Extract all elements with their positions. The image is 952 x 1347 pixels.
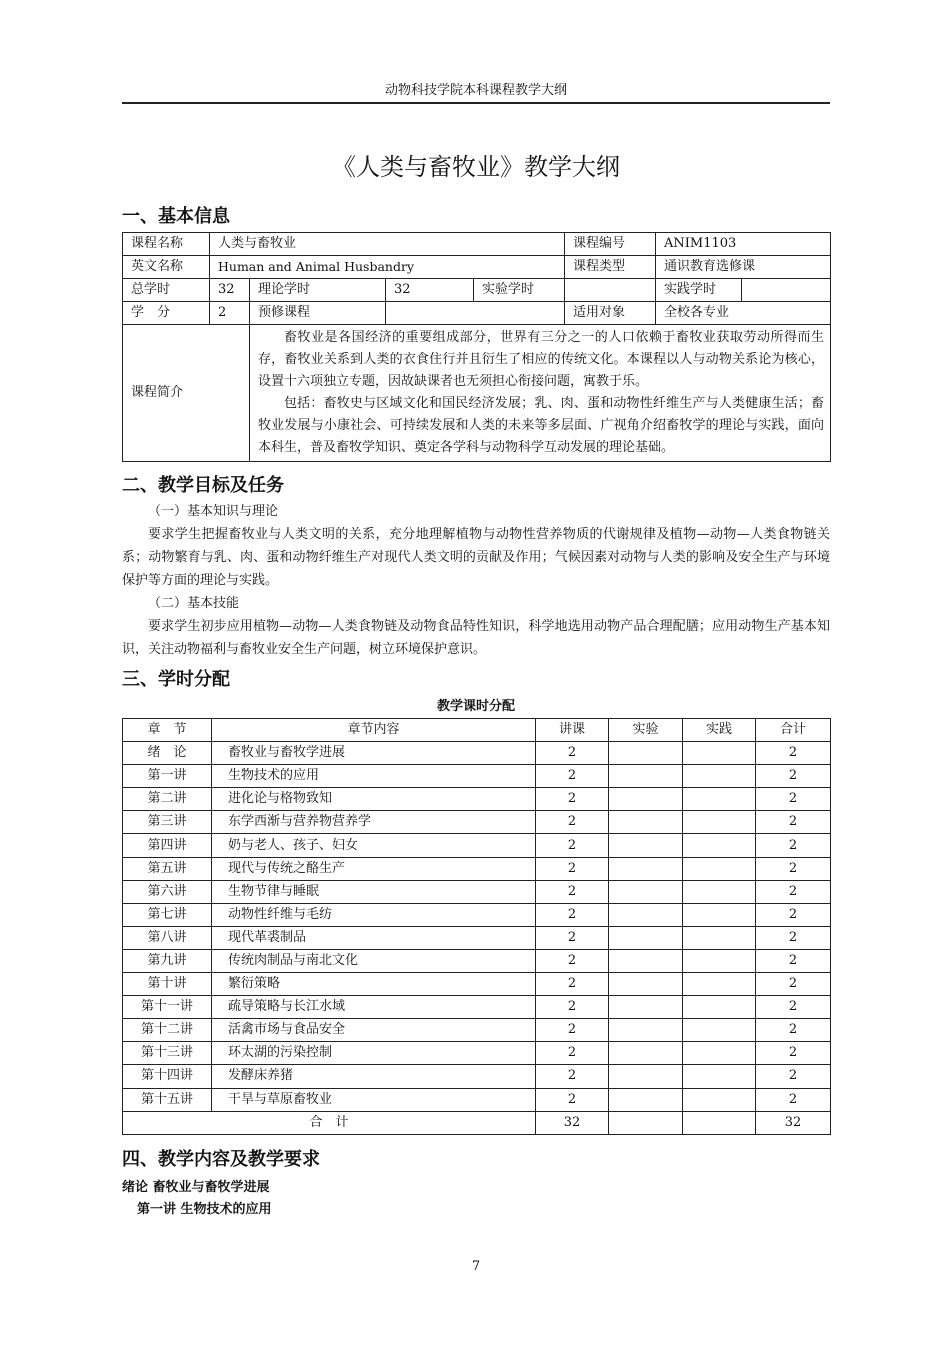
- objectives-body: [122, 500, 830, 661]
- table-row: [123, 903, 831, 926]
- content-cell: 发酵床养猪: [212, 1065, 536, 1088]
- running-header: 动物科技学院本科课程教学大纲: [122, 80, 830, 104]
- chapter-cell: 第一讲: [123, 765, 212, 788]
- practice-cell: [683, 1019, 756, 1042]
- subheading-skills: （二）基本技能: [148, 596, 240, 611]
- section-heading-basic-info: 一、基本信息: [122, 206, 230, 227]
- lecture-cell: 2: [536, 742, 609, 765]
- lecture-cell: 2: [536, 765, 609, 788]
- table-header-row: [123, 719, 831, 742]
- practice-cell: [683, 1065, 756, 1088]
- schedule-caption: 教学课时分配: [436, 699, 515, 714]
- lab-cell: [609, 880, 683, 903]
- info-row: [123, 302, 831, 325]
- lecture-cell: 2: [536, 926, 609, 949]
- total-cell: 2: [756, 811, 831, 834]
- lab-cell: [609, 765, 683, 788]
- section-heading-hours: 三、学时分配: [122, 669, 230, 690]
- total-sum: 32: [756, 1111, 831, 1134]
- info-row: [123, 233, 831, 256]
- practice-cell: [683, 973, 756, 996]
- total-cell: 2: [756, 926, 831, 949]
- chapter-cell: 绪 论: [123, 742, 212, 765]
- chapter-cell: 第十二讲: [123, 1019, 212, 1042]
- table-row: [123, 742, 831, 765]
- total-cell: 2: [756, 788, 831, 811]
- chapter-cell: 第九讲: [123, 949, 212, 972]
- chapter-cell: 第七讲: [123, 903, 212, 926]
- lab-hours-value: [565, 279, 656, 302]
- theory-hours-label: 理论学时: [250, 279, 386, 302]
- table-row: [123, 880, 831, 903]
- total-hours-value: 32: [210, 279, 250, 302]
- column-header: 章 节: [123, 719, 212, 742]
- lecture-cell: 2: [536, 903, 609, 926]
- lecture-cell: 2: [536, 973, 609, 996]
- chapter-cell: 第十一讲: [123, 996, 212, 1019]
- practice-cell: [683, 811, 756, 834]
- lab-cell: [609, 949, 683, 972]
- lecture-cell: 2: [536, 1019, 609, 1042]
- subheading-knowledge: （一）基本知识与理论: [148, 504, 279, 519]
- table-row: [123, 1088, 831, 1111]
- lab-cell: [609, 834, 683, 857]
- lab-cell: [609, 1065, 683, 1088]
- total-practice: [683, 1111, 756, 1134]
- total-cell: 2: [756, 834, 831, 857]
- lecture-cell: 2: [536, 1042, 609, 1065]
- column-header: 实验: [609, 719, 683, 742]
- table-row: [123, 926, 831, 949]
- english-name-label: 英文名称: [123, 256, 210, 279]
- audience-value: 全校各专业: [656, 302, 831, 325]
- chapter-cell: 第六讲: [123, 880, 212, 903]
- total-cell: 2: [756, 765, 831, 788]
- table-row: [123, 834, 831, 857]
- prerequisite-value: [386, 302, 565, 325]
- lecture-cell: 2: [536, 949, 609, 972]
- table-row: [123, 1019, 831, 1042]
- column-header: 章节内容: [212, 719, 536, 742]
- paragraph-skills: 要求学生初步应用植物—动物—人类食物链及动物食品特性知识，科学地选用动物产品合理配膳；应用动物生产基本知识，关注动物福利与畜牧业安全生产问题，树立环境保护意识。: [122, 619, 830, 657]
- content-cell: 环太湖的污染控制: [212, 1042, 536, 1065]
- lecture-cell: 2: [536, 880, 609, 903]
- table-row: [123, 765, 831, 788]
- total-cell: 2: [756, 996, 831, 1019]
- english-name-value: Human and Animal Husbandry: [210, 256, 565, 279]
- intro-label: 课程简介: [123, 325, 250, 462]
- content-cell: 传统肉制品与南北文化: [212, 949, 536, 972]
- document-title: 《人类与畜牧业》教学大纲: [332, 153, 620, 181]
- chapter-cell: 第十四讲: [123, 1065, 212, 1088]
- course-code-value: ANIM1103: [656, 233, 831, 256]
- practice-cell: [683, 996, 756, 1019]
- content-cell: 疏导策略与长江水域: [212, 996, 536, 1019]
- content-cell: 繁衍策略: [212, 973, 536, 996]
- lecture-cell: 2: [536, 811, 609, 834]
- prerequisite-label: 预修课程: [250, 302, 386, 325]
- course-type-label: 课程类型: [565, 256, 656, 279]
- lab-cell: [609, 903, 683, 926]
- practice-cell: [683, 1042, 756, 1065]
- chapter-cell: 第十讲: [123, 973, 212, 996]
- info-row: [123, 279, 831, 302]
- content-cell: 生物节律与睡眠: [212, 880, 536, 903]
- section-heading-objectives: 二、教学目标及任务: [122, 475, 284, 496]
- chapter-cell: 第十五讲: [123, 1088, 212, 1111]
- practice-cell: [683, 742, 756, 765]
- audience-label: 适用对象: [565, 302, 656, 325]
- practice-cell: [683, 788, 756, 811]
- practice-cell: [683, 903, 756, 926]
- practice-cell: [683, 857, 756, 880]
- lab-cell: [609, 1042, 683, 1065]
- info-row: [123, 325, 831, 462]
- practice-cell: [683, 880, 756, 903]
- practice-cell: [683, 949, 756, 972]
- table-row: [123, 1065, 831, 1088]
- content-intro-line: 绪论 畜牧业与畜牧学进展: [122, 1180, 270, 1195]
- chapter-cell: 第三讲: [123, 811, 212, 834]
- lab-cell: [609, 1019, 683, 1042]
- total-cell: 2: [756, 1019, 831, 1042]
- credits-value: 2: [210, 302, 250, 325]
- total-cell: 2: [756, 1065, 831, 1088]
- total-label: 合 计: [123, 1111, 536, 1134]
- total-cell: 2: [756, 742, 831, 765]
- table-row: [123, 857, 831, 880]
- paragraph-knowledge: 要求学生把握畜牧业与人类文明的关系，充分地理解植物与动物性营养物质的代谢规律及植物—动物—人类食物链关系；动物繁育与乳、肉、蛋和动物纤维生产对现代人类文明的贡献及作用；气候因素对动物与人类的影响及安全生产与环境保护等方面的理论与实践。: [122, 527, 830, 588]
- total-row: [123, 1111, 831, 1134]
- content-lecture1-line: 第一讲 生物技术的应用: [137, 1202, 272, 1217]
- content-cell: 畜牧业与畜牧学进展: [212, 742, 536, 765]
- content-cell: 现代与传统之酪生产: [212, 857, 536, 880]
- basic-info-table: [122, 232, 831, 462]
- table-row: [123, 811, 831, 834]
- lab-cell: [609, 857, 683, 880]
- lecture-cell: 2: [536, 834, 609, 857]
- chapter-cell: 第二讲: [123, 788, 212, 811]
- chapter-cell: 第八讲: [123, 926, 212, 949]
- page-number: 7: [471, 1259, 481, 1274]
- course-code-label: 课程编号: [565, 233, 656, 256]
- lab-cell: [609, 742, 683, 765]
- column-header: 实践: [683, 719, 756, 742]
- course-type-value: 通识教育选修课: [656, 256, 831, 279]
- content-cell: 奶与老人、孩子、妇女: [212, 834, 536, 857]
- content-cell: 东学西渐与营养物营养学: [212, 811, 536, 834]
- lab-cell: [609, 788, 683, 811]
- lab-cell: [609, 1088, 683, 1111]
- lecture-cell: 2: [536, 788, 609, 811]
- lecture-cell: 2: [536, 1065, 609, 1088]
- content-cell: 干旱与草原畜牧业: [212, 1088, 536, 1111]
- total-cell: 2: [756, 973, 831, 996]
- total-cell: 2: [756, 1042, 831, 1065]
- credits-label: 学 分: [123, 302, 210, 325]
- lab-hours-label: 实验学时: [474, 279, 565, 302]
- lab-cell: [609, 926, 683, 949]
- chapter-cell: 第四讲: [123, 834, 212, 857]
- practice-hours-label: 实践学时: [656, 279, 742, 302]
- practice-cell: [683, 765, 756, 788]
- lecture-cell: 2: [536, 996, 609, 1019]
- content-cell: 动物性纤维与毛纺: [212, 903, 536, 926]
- section-heading-content: 四、教学内容及教学要求: [122, 1149, 320, 1170]
- total-lecture: 32: [536, 1111, 609, 1134]
- content-cell: 活禽市场与食品安全: [212, 1019, 536, 1042]
- column-header: 合计: [756, 719, 831, 742]
- total-cell: 2: [756, 949, 831, 972]
- practice-cell: [683, 926, 756, 949]
- table-row: [123, 996, 831, 1019]
- total-cell: 2: [756, 1088, 831, 1111]
- intro-paragraph: 包括：畜牧史与区域文化和国民经济发展；乳、肉、蛋和动物性纤维生产与人类健康生活；畜牧业发展与小康社会、可持续发展和人类的未来等多层面、广视角介绍畜牧学的理论与实践，面向本科生，普及畜牧学知识、奠定各学科与动物科学互动发展的理论基础。: [258, 396, 825, 455]
- content-cell: 生物技术的应用: [212, 765, 536, 788]
- practice-cell: [683, 1088, 756, 1111]
- course-name-value: 人类与畜牧业: [210, 233, 565, 256]
- table-row: [123, 788, 831, 811]
- practice-cell: [683, 834, 756, 857]
- total-hours-label: 总学时: [123, 279, 210, 302]
- lecture-cell: 2: [536, 1088, 609, 1111]
- practice-hours-value: [742, 279, 831, 302]
- intro-text: [250, 325, 831, 462]
- hours-table: [122, 718, 831, 1135]
- lab-cell: [609, 811, 683, 834]
- content-cell: 进化论与格物致知: [212, 788, 536, 811]
- total-cell: 2: [756, 903, 831, 926]
- chapter-cell: 第十三讲: [123, 1042, 212, 1065]
- intro-paragraph: 畜牧业是各国经济的重要组成部分，世界有三分之一的人口依赖于畜牧业获取劳动所得而生存，畜牧业关系到人类的衣食住行并且衍生了相应的传统文化。本课程以人与动物关系论为核心，设置十六项独立专题，因故缺课者也无须担心衔接问题，寓教于乐。: [258, 330, 825, 389]
- total-cell: 2: [756, 857, 831, 880]
- content-cell: 现代革裘制品: [212, 926, 536, 949]
- lecture-cell: 2: [536, 857, 609, 880]
- lab-cell: [609, 996, 683, 1019]
- total-cell: 2: [756, 880, 831, 903]
- course-name-label: 课程名称: [123, 233, 210, 256]
- lab-cell: [609, 973, 683, 996]
- theory-hours-value: 32: [386, 279, 474, 302]
- info-row: [123, 256, 831, 279]
- total-lab: [609, 1111, 683, 1134]
- column-header: 讲课: [536, 719, 609, 742]
- table-row: [123, 973, 831, 996]
- table-row: [123, 949, 831, 972]
- table-row: [123, 1042, 831, 1065]
- chapter-cell: 第五讲: [123, 857, 212, 880]
